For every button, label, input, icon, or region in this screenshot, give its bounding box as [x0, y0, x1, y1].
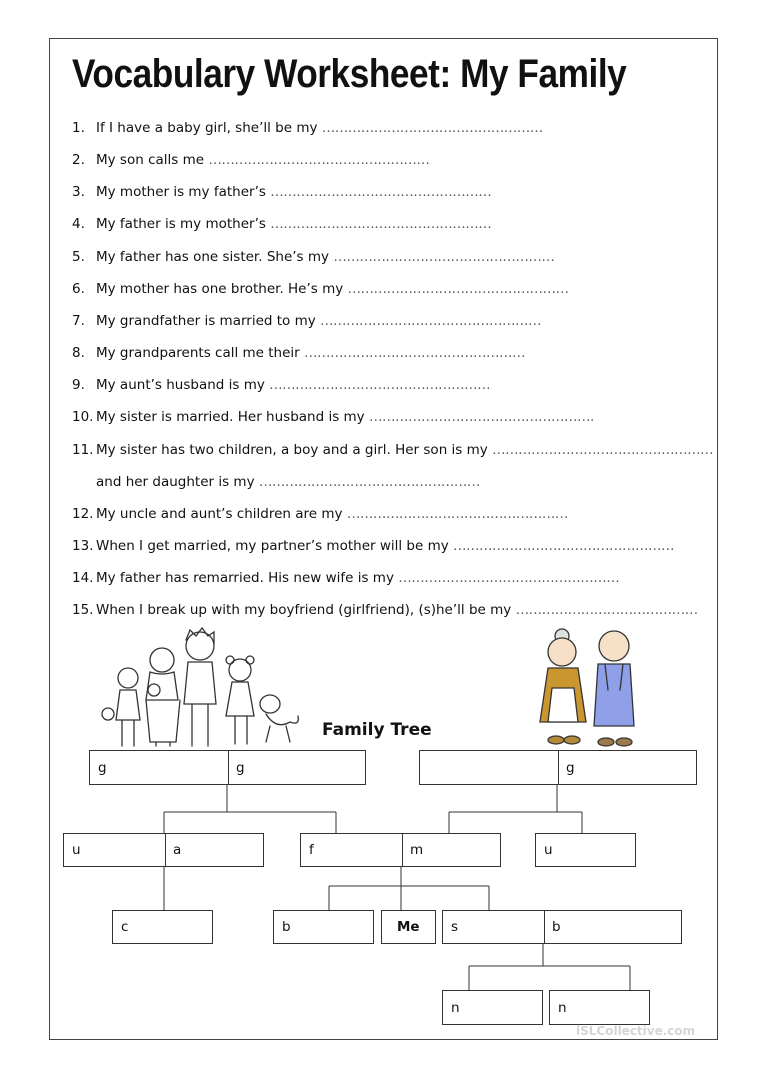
question-number: 13. — [72, 538, 94, 554]
question-number: 3. — [72, 184, 85, 200]
uncle-cell: u — [72, 842, 81, 858]
parents-box[interactable] — [300, 833, 501, 867]
grandparent-cell: g — [98, 759, 107, 776]
question-number: 12. — [72, 506, 94, 522]
sister-brother-in-law-box[interactable] — [442, 910, 682, 944]
question-text: My grandparents call me their — [96, 345, 300, 361]
question-text: My mother is my father’s — [96, 184, 266, 200]
answer-blank[interactable]: …………………………………………… — [320, 313, 542, 329]
mother-cell: m — [410, 842, 424, 858]
question-text: My father has one sister. She’s my — [96, 249, 330, 265]
brother-cell: b — [282, 919, 291, 935]
question-text: If I have a baby girl, she’ll be my — [96, 120, 318, 136]
question-number: 4. — [72, 216, 85, 232]
question-number: 8. — [72, 345, 85, 361]
niece-box[interactable] — [549, 990, 650, 1025]
question-text: When I get married, my partner’s mother will be my — [96, 538, 449, 554]
answer-blank[interactable]: …………………………………………… — [346, 506, 568, 522]
question-text: My sister is married. Her husband is my — [96, 409, 365, 425]
answer-blank[interactable]: …………………………………………… — [492, 442, 714, 458]
answer-blank[interactable]: …………………………………………… — [333, 249, 555, 265]
question-number: 10. — [72, 409, 94, 425]
cousin-box[interactable] — [112, 910, 213, 944]
question-number: 7. — [72, 313, 85, 329]
answer-blank[interactable]: …………………………………………… — [321, 120, 543, 136]
uncle-aunt-box[interactable] — [63, 833, 264, 867]
worksheet-title: Vocabulary Worksheet: My Family — [72, 52, 627, 96]
sister-cell: s — [451, 919, 459, 935]
question-text: When I break up with my boyfriend (girlfriend), (s)he’ll be my — [96, 602, 512, 618]
question-text: My father has remarried. His new wife is my — [96, 570, 394, 586]
answer-blank[interactable]: …………………………………………… — [270, 216, 492, 232]
question-text: My son calls me — [96, 152, 205, 168]
cousin-cell: c — [121, 919, 129, 935]
watermark: iSLCollective.com — [576, 1024, 696, 1038]
uncle-right-box[interactable] — [535, 833, 636, 867]
question-number: 6. — [72, 281, 85, 297]
me-cell: Me — [397, 919, 420, 935]
question-text: My grandfather is married to my — [96, 313, 316, 329]
aunt-cell: a — [173, 842, 182, 858]
grandparent-cell: g — [236, 759, 245, 776]
me-box[interactable] — [381, 910, 436, 944]
question-number: 5. — [72, 249, 85, 265]
question-text: My sister has two children, a boy and a girl. Her son is my — [96, 442, 488, 458]
grandparents-right-box[interactable] — [419, 750, 697, 785]
question-number: 2. — [72, 152, 85, 168]
answer-blank[interactable]: …………………………………………… — [269, 377, 491, 393]
answer-blank[interactable]: …………………………………………… — [258, 474, 480, 490]
father-cell: f — [309, 842, 314, 858]
answer-blank[interactable]: ……………………………………………. — [368, 409, 594, 425]
answer-blank[interactable]: …………………………………………… — [304, 345, 526, 361]
family-tree-title: Family Tree — [322, 720, 432, 740]
answer-blank[interactable]: …………………………………………… — [347, 281, 569, 297]
question-text: My aunt’s husband is my — [96, 377, 265, 393]
brother-box[interactable] — [273, 910, 374, 944]
niece-cell: n — [558, 999, 567, 1016]
question-number: 14. — [72, 570, 94, 586]
question-text: My uncle and aunt’s children are my — [96, 506, 343, 522]
answer-blank[interactable]: …………………………………………… — [398, 570, 620, 586]
answer-blank[interactable]: …………………………………………… — [453, 538, 675, 554]
grandparent-cell — [420, 751, 558, 784]
question-text: My mother has one brother. He’s my — [96, 281, 344, 297]
question-number: 9. — [72, 377, 85, 393]
nephew-cell: n — [451, 999, 460, 1016]
question-text: My father is my mother’s — [96, 216, 266, 232]
grandparents-left-box[interactable] — [89, 750, 366, 785]
answer-blank[interactable]: …………………………………………… — [270, 184, 492, 200]
question-text: and her daughter is my — [96, 474, 255, 490]
answer-blank[interactable]: …………………………………………… — [208, 152, 430, 168]
question-number: 11. — [72, 442, 94, 458]
nephew-box[interactable] — [442, 990, 543, 1025]
answer-blank[interactable]: …………………………………… — [515, 602, 698, 618]
grandparent-cell: g — [566, 759, 575, 776]
brother-in-law-cell: b — [552, 919, 561, 935]
question-number: 1. — [72, 120, 85, 136]
uncle-cell: u — [544, 842, 553, 858]
question-number: 15. — [72, 602, 94, 618]
